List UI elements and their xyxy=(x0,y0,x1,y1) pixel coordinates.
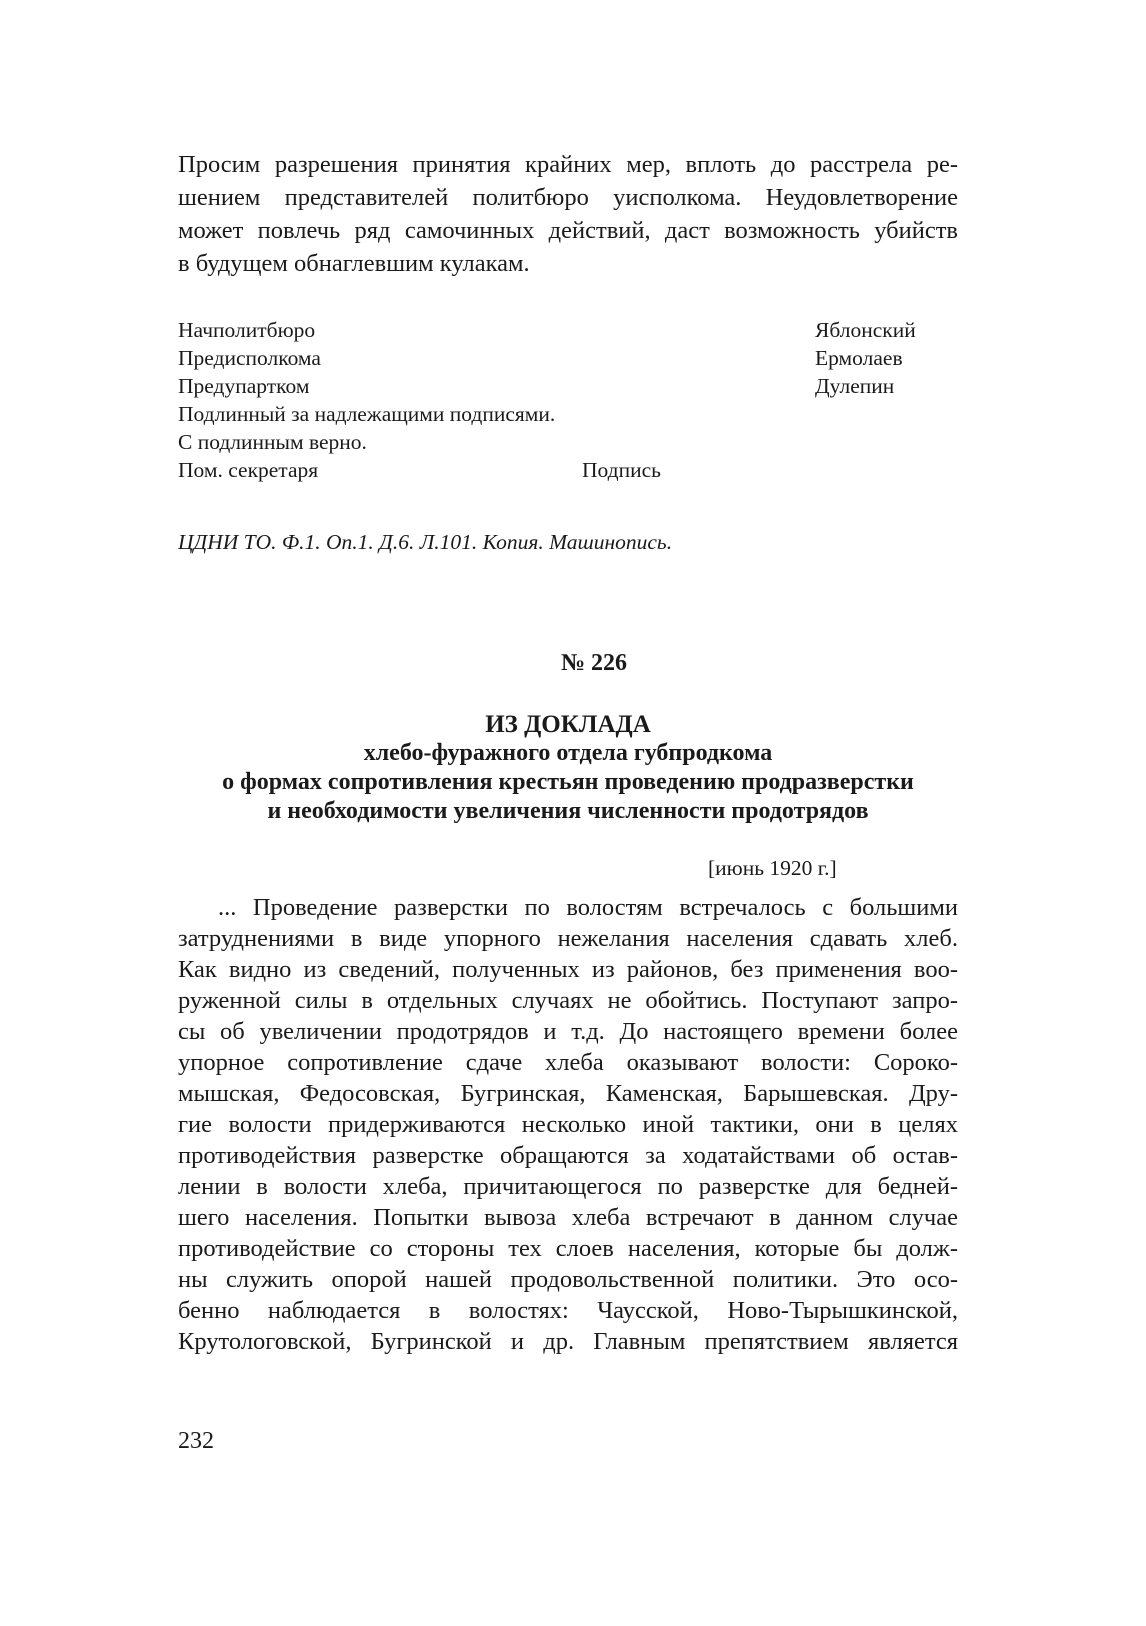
signatory-name: Дулепин xyxy=(815,374,895,398)
body-line: Крутологовской, Бугринской и др. Главным препятствием является xyxy=(178,1328,958,1355)
top-paragraph-line: шением представителей политбюро уисполкома. Неудовлетворение xyxy=(178,184,958,211)
document-body xyxy=(178,892,958,1357)
page-number: 232 xyxy=(178,1428,214,1454)
body-line: мышская, Федосовская, Бугринская, Каменская, Барышевская. Дру- xyxy=(178,1080,958,1107)
assistant-secretary-title: Пом. секретаря xyxy=(178,458,319,482)
body-line: противодействия разверстке обращаются за ходатайствами об остав- xyxy=(178,1142,958,1169)
body-line: упорное сопротивление сдаче хлеба оказывают волости: Сороко- xyxy=(178,1049,958,1076)
top-paragraph-line: в будущем обнаглевшим кулакам. xyxy=(178,250,530,277)
body-line: руженной силы в отдельных случаях не обойтись. Поступают запро- xyxy=(178,987,958,1014)
signatory-title: Предисполкома xyxy=(178,346,321,370)
heading-line: хлебо-фуражного отдела губпродкома xyxy=(363,740,773,766)
body-line: затруднениями в виде упорного нежелания населения сдавать хлеб. xyxy=(178,925,958,952)
signatory-name: Яблонский xyxy=(815,318,916,342)
signatory-name: Ермолаев xyxy=(815,346,903,370)
document-number: № 226 xyxy=(560,650,628,676)
body-line: ны служить опорой нашей продовольственной политики. Это осо- xyxy=(178,1266,958,1293)
true-copy-note: С подлинным верно. xyxy=(178,430,367,454)
body-line: ... Проведение разверстки по волостям встречалось с большими xyxy=(218,894,958,921)
signatory-title: Начполитбюро xyxy=(178,318,316,342)
body-line: Как видно из сведений, полученных из районов, без применения воо- xyxy=(178,956,958,983)
heading-main: ИЗ ДОКЛАДА xyxy=(485,711,651,738)
body-line: бенно наблюдается в волостях: Чаусской, Ново-Тырышкинской, xyxy=(178,1297,958,1324)
body-line: лении в волости хлеба, причитающегося по разверстке для бедней- xyxy=(178,1173,958,1200)
signature-placeholder: Подпись xyxy=(582,458,661,482)
archive-reference: ЦДНИ ТО. Ф.1. Оп.1. Д.6. Л.101. Копия. Машинопись. xyxy=(178,530,673,554)
body-line: гие волости придерживаются несколько иной тактики, они в целях xyxy=(178,1111,958,1138)
top-paragraph-line: может повлечь ряд самочинных действий, даст возможность убийств xyxy=(178,217,958,244)
heading-line: о формах сопротивления крестьян проведению продразверстки xyxy=(222,769,914,795)
body-line: противодействие со стороны тех слоев населения, которые бы долж- xyxy=(178,1235,958,1262)
top-paragraph-line: Просим разрешения принятия крайних мер, вплоть до расстрела ре- xyxy=(178,151,958,178)
original-signatures-note: Подлинный за надлежащими подписями. xyxy=(178,402,556,426)
signatory-title: Предупартком xyxy=(178,374,310,398)
heading-line: и необходимости увеличения численности продотрядов xyxy=(267,798,869,824)
document-heading xyxy=(178,710,958,826)
top-paragraph xyxy=(178,148,958,280)
body-line: шего населения. Попытки вывоза хлеба встречают в данном случае xyxy=(178,1204,958,1231)
body-line: сы об увеличении продотрядов и т.д. До настоящего времени более xyxy=(178,1018,958,1045)
document-date: [июнь 1920 г.] xyxy=(708,856,837,880)
